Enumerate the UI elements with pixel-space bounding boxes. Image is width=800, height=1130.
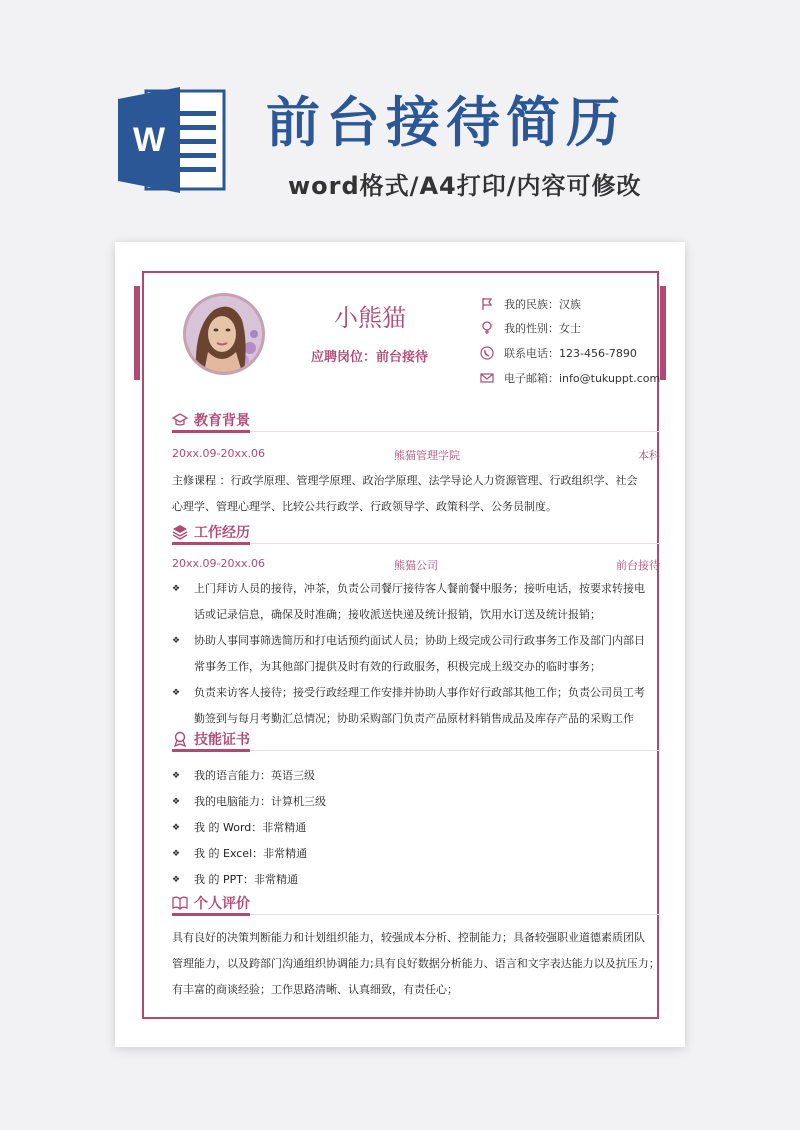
- work-date: 20xx.09-20xx.06: [172, 557, 265, 570]
- info-gender: [480, 320, 581, 336]
- banner-subtitle: word格式/A4打印/内容可修改: [288, 172, 642, 200]
- list-item: ❖ 我的语言能力：英语三级: [172, 763, 660, 789]
- section-title: 技能证书: [194, 732, 250, 748]
- right-accent-bar: [660, 286, 666, 380]
- list-item: ❖ 我 的 Word：非常精通: [172, 815, 660, 841]
- courses-line: 主修课程 ：行政学原理、管理学原理、政治学原理、法学导论人力资源管理、行政组织学、社会: [172, 474, 638, 487]
- info-phone: [480, 345, 637, 361]
- section-divider: [250, 750, 660, 751]
- section-title: 工作经历: [194, 525, 250, 541]
- education-date: 20xx.09-20xx.06: [172, 447, 265, 460]
- info-email: [480, 370, 660, 386]
- work-company: 熊猫公司: [394, 559, 438, 572]
- info-text: 联系电话：123-456-7890: [504, 347, 637, 360]
- evaluation-text: [172, 925, 660, 1003]
- info-text: 电子邮箱：info@tukuppt.com: [504, 372, 661, 385]
- banner-title: 前台接待简历: [266, 91, 626, 154]
- banner: [0, 0, 800, 240]
- section-underline: [172, 430, 250, 433]
- phone-icon: [480, 346, 494, 360]
- list-item: ❖ 我 的 Excel：非常精通: [172, 841, 660, 867]
- skills-list: [172, 763, 660, 893]
- info-ethnicity: [480, 296, 581, 312]
- svg-text:W: W: [132, 121, 166, 159]
- section-divider: [250, 914, 660, 915]
- list-item: ❖ 上门拜访人员的接待，冲茶，负责公司餐厅接待客人餐前餐中服务；接听电话，按要求转接电 话或记录信息，确保及时准确；接收派送快递及统计报销，饮用水订送及统计报销；: [172, 576, 660, 628]
- section-divider: [250, 543, 660, 544]
- list-item: ❖ 我 的 PPT：非常精通: [172, 867, 660, 893]
- book-icon: [172, 895, 188, 911]
- list-item: ❖ 协助人事同事筛选简历和打电话预约面试人员；协助上级完成公司行政事务工作及部门内部日 常事务工作，为其他部门提供及时有效的行政服务，积极完成上级交办的临时事务；: [172, 628, 660, 680]
- evaluation-line: 管理能力，以及跨部门沟通组织协调能力;具有良好数据分析能力、语言和文字表达能力以及抗压力；: [172, 957, 660, 970]
- evaluation-line: 有丰富的商谈经验；工作思路清晰、认真细致，有责任心；: [172, 983, 458, 996]
- section-underline: [172, 913, 250, 916]
- mail-icon: [480, 371, 494, 385]
- candidate-name: 小熊猫: [334, 304, 406, 332]
- section-skills: [172, 729, 660, 751]
- work-duties: [172, 576, 660, 732]
- left-accent-bar: [134, 286, 140, 380]
- layers-icon: [172, 524, 188, 540]
- section-underline: [172, 542, 250, 545]
- graduation-cap-icon: [172, 412, 188, 428]
- section-underline: [172, 749, 250, 752]
- courses-line: 心理学、管理心理学、比较公共行政学、行政领导学、政策科学、公务员制度。: [172, 500, 557, 513]
- word-doc-icon: [118, 83, 228, 195]
- section-title: 教育背景: [194, 413, 250, 429]
- info-text: 我的民族：汉族: [504, 298, 581, 311]
- section-divider: [250, 431, 660, 432]
- award-icon: [172, 731, 188, 747]
- list-item: ❖ 我的电脑能力：计算机三级: [172, 789, 660, 815]
- section-title: 个人评价: [194, 896, 250, 912]
- avatar: [183, 293, 265, 375]
- education-degree: 本科: [638, 449, 660, 462]
- education-courses: [172, 468, 660, 520]
- work-role: 前台接待: [616, 559, 660, 572]
- education-school: 熊猫管理学院: [394, 449, 460, 462]
- section-evaluation: [172, 893, 660, 915]
- flag-icon: [480, 297, 494, 311]
- portrait-photo: [186, 296, 262, 372]
- list-item: ❖ 负责来访客人接待；接受行政经理工作安排并协助人事作好行政部其他工作；负责公司员工考 勤签到与每月考勤汇总情况；协助采购部门负责产品原材料销售成品及库存产品的采购工作: [172, 680, 660, 732]
- section-education: [172, 410, 660, 432]
- info-text: 我的性别：女士: [504, 322, 581, 335]
- section-work: [172, 522, 660, 544]
- evaluation-line: 具有良好的决策判断能力和计划组织能力，较强成本分析、控制能力；具备较强职业道德素质团队: [172, 931, 645, 944]
- female-icon: [480, 321, 494, 335]
- applied-position: 应聘岗位：前台接待: [311, 350, 429, 365]
